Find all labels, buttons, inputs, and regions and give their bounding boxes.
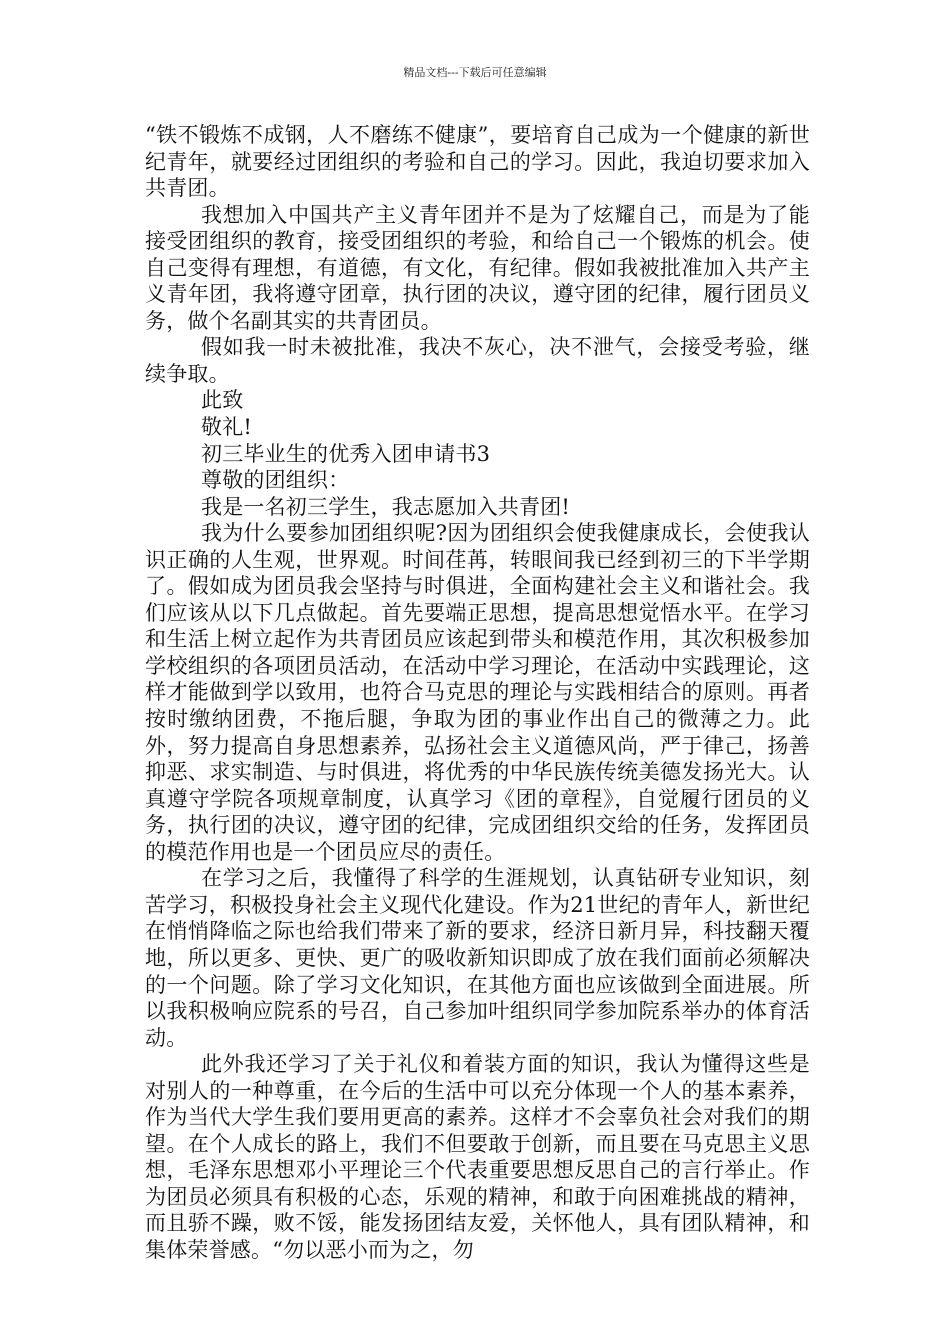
paragraph: 在学习之后，我懂得了科学的生涯规划，认真钻研专业知识，刻苦学习，积极投身社会主义现代化建设。作为21世纪的青年人，新世纪在悄悄降临之际也给我们带来了新的要求，经济日新月异，科技翻天覆地，所以更多、更快、更广的吸收新知识即成了放在我们面前必须解决的一个问题。除了学习文化知识，在其他方面也应该做到全面进展。所以我积极响应院系的号召，自己参加叶组织同学参加院系举办的体育活动。 [145, 866, 810, 1050]
paragraph: 我想加入中国共产主义青年团并不是为了炫耀自己，而是为了能接受团组织的教育，接受团组织的考验，和给自己一个锻炼的机会。使自己变得有理想，有道德，有文化，有纪律。假如我被批准加入共产主义青年团，我将遵守团章，执行团的决议，遵守团的纪律，履行团员义务，做个名副其实的共青团员。 [145, 202, 810, 333]
paragraph: 此外我还学习了关于礼仪和着装方面的知识，我认为懂得这些是对别人的一种尊重，在今后的生活中可以充分体现一个人的基本素养，作为当代大学生我们要用更高的素养。这样才不会辜负社会对我们的期望。在个人成长的路上，我们不但要敢于创新，而且要在马克思主义思想，毛泽东思想邓小平理论三个代表重要思想反思自己的言行举止。作为团员必须具有积极的心态，乐观的精神，和敢于向困难挑战的精神，而且骄不躁，败不馁，能发扬团结友爱，关怀他人，具有团队精神，和集体荣誉感。“勿以恶小而为之，勿 [145, 1052, 810, 1262]
paragraph: 我为什么要参加团组织呢?因为团组织会使我健康成长，会使我认识正确的人生观，世界观。时间荏苒，转眼间我已经到初三的下半学期了。假如成为团员我会坚持与时俱进，全面构建社会主义和谐社会。我们应该从以下几点做起。首先要端正思想，提高思想觉悟水平。在学习和生活上树立起作为共青团员应该起到带头和模范作用，其次积极参加学校组织的各项团员活动，在活动中学习理论，在活动中实践理论，这样才能做到学以致用，也符合马克思的理论与实践相结合的原则。再者按时缴纳团费，不拖后腿，争取为团的事业作出自己的微薄之力。此外，努力提高自身思想素养，弘扬社会主义道德风尚，严于律己，扬善抑恶、求实制造、与时俱进，将优秀的中华民族传统美德发扬光大。认真遵守学院各项规章制度，认真学习《团的章程》，自觉履行团员的义务，执行团的决议，遵守团的纪律，完成团组织交给的任务，发挥团员的模范作用也是一个团员应尽的责任。 [145, 521, 810, 864]
paragraph: “铁不锻炼不成钢，人不磨练不健康”，要培育自己成为一个健康的新世纪青年，就要经过团组织的考验和自己的学习。因此，我迫切要求加入共青团。 [145, 123, 810, 201]
paragraph: 假如我一时未被批准，我决不灰心，决不泄气，会接受考验，继续争取。 [145, 335, 810, 386]
document-body [145, 122, 810, 1264]
salutation-regards: 敬礼! [201, 415, 253, 440]
section-title: 初三毕业生的优秀入团申请书3 [201, 441, 491, 466]
letter-greeting: 尊敬的团组织： [201, 468, 350, 493]
page-header: 精品文档---下载后可任意编辑 [403, 66, 547, 79]
paragraph: 我是一名初三学生，我志愿加入共青团! [201, 494, 571, 519]
salutation-closing: 此致 [201, 388, 244, 413]
